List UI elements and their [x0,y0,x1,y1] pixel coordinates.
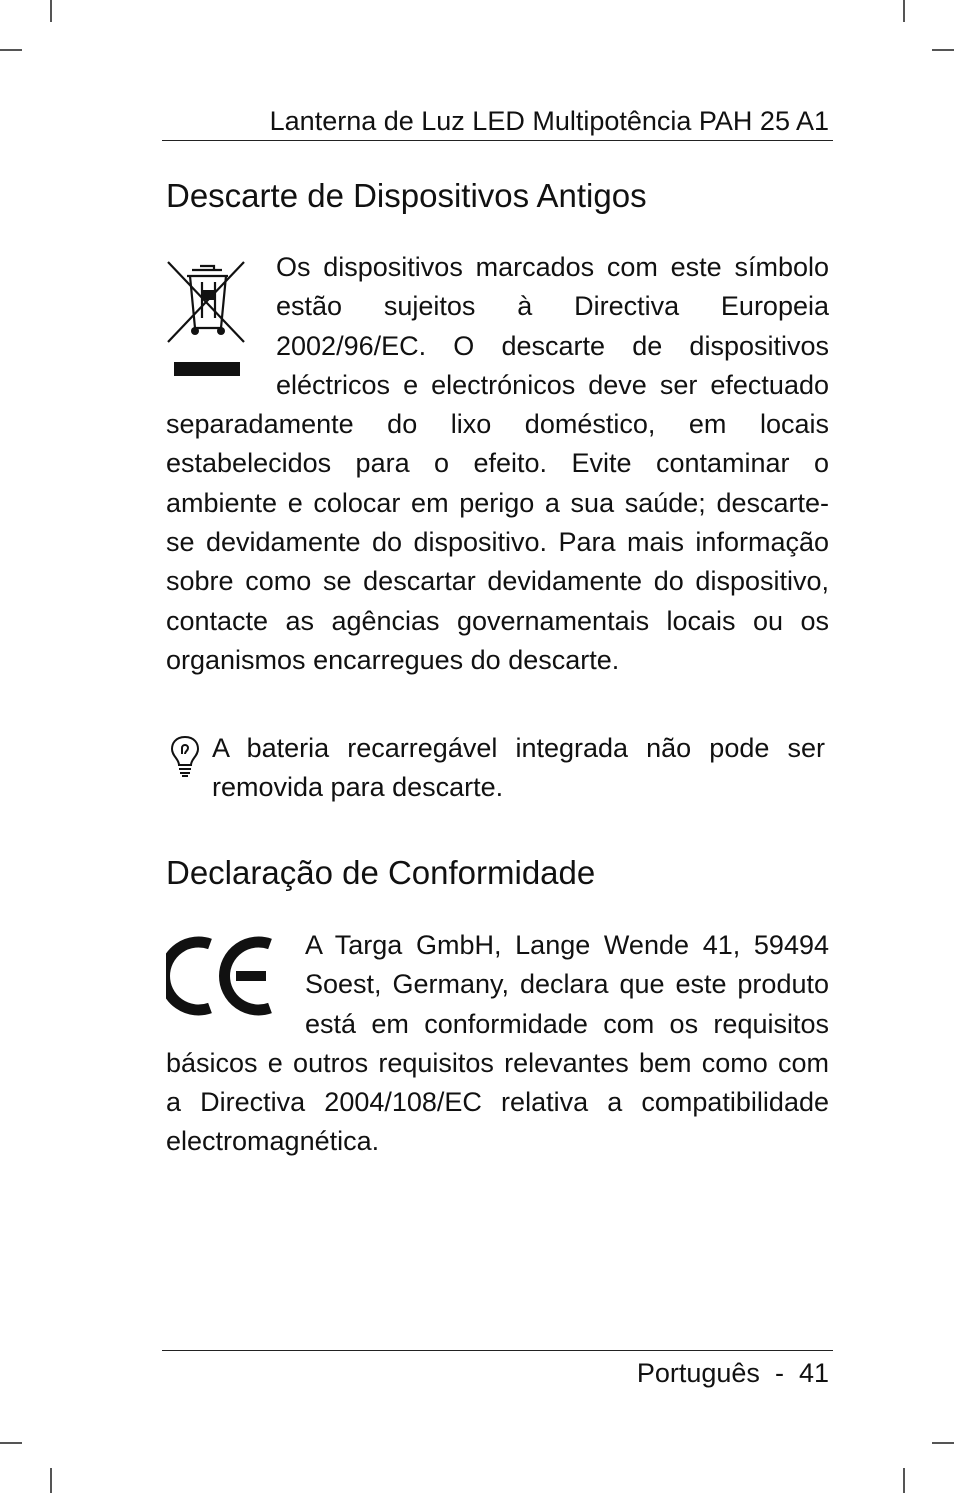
conformity-body-text: A Targa GmbH, Lange Wende 41, 59494 Soest, Germany, declara que este produto está em conformidade com os requisitos básicos e outros requisitos relevantes bem como com a Directiva 2004/108/EC relativa a compatibilidade electromagnética. [166,930,829,1157]
crop-mark-bottom-right-h [932,1442,954,1444]
page-number: 41 [798,1358,829,1388]
page-footer [162,1350,833,1388]
footer-language: Português [636,1358,760,1388]
running-header [162,104,833,141]
crop-mark-top-left-v [50,0,52,22]
disposal-paragraph [166,248,829,680]
lightbulb-icon [169,734,201,783]
conformity-paragraph [166,926,829,1162]
section-title-conformity: Declaração de Conformidade [166,854,596,891]
crop-mark-top-right-v [903,0,905,22]
crop-mark-bottom-right-v [903,1468,905,1493]
header-title: Lanterna de Luz LED Multipotência PAH 25 A1 [269,106,829,136]
section-title-disposal: Descarte de Dispositivos Antigos [166,177,647,214]
crop-mark-bottom-left-v [50,1468,52,1493]
ce-mark-icon [166,936,278,1016]
crop-mark-top-right-h [932,49,954,51]
footer-label [637,1354,829,1392]
footer-separator: - [774,1358,784,1388]
crossed-out-wheelie-bin-icon [166,256,248,376]
crop-mark-bottom-left-h [0,1442,22,1444]
battery-note-text: A bateria recarregável integrada não pode ser removida para descarte. [212,733,825,803]
crop-mark-top-left-h [0,49,22,51]
disposal-body-text: Os dispositivos marcados com este símbolo estão sujeitos à Directiva Europeia 2002/96/EC. O descarte de dispositivos eléctricos e electrónicos deve ser efectuado separadamente do lixo doméstico, em locais estabelecidos para o efeito. Evite contaminar o ambiente e colocar em perigo a sua saúde; descarte-se devidamente do dispositivo. Para mais informação sobre como se descartar devidamente do dispositivo, contacte as agências governamentais locais ou os organismos encarregues do descarte. [166,252,829,675]
